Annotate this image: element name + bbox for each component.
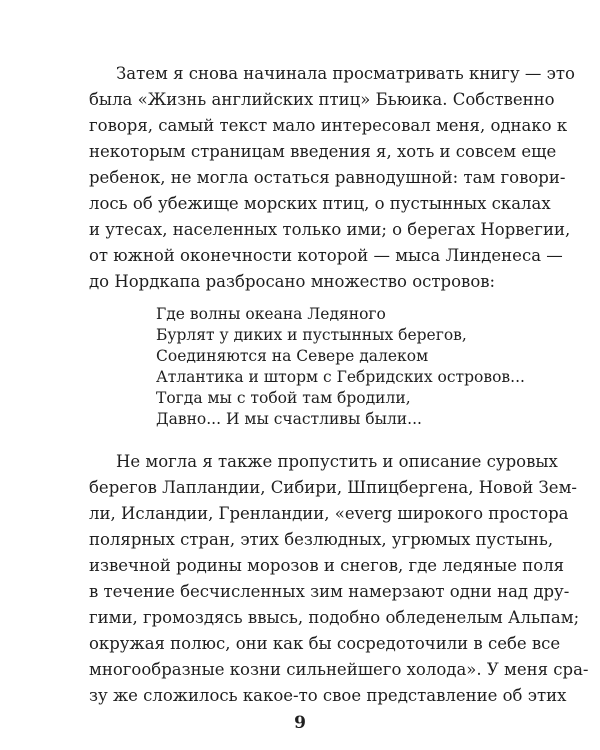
verse-line: Атлантика и шторм с Гебридских островов... [156,368,525,386]
text-line: до Нордкапа разбросано множество островов: [89,272,496,291]
text-line: в течение бесчисленных зим намерзают одни над дру- [89,582,570,601]
text-line: извечной родины морозов и снегов, где ледяные поля [89,556,565,575]
text-line: окружая полюс, они как бы сосредоточили в себе все [89,634,561,653]
page-number: 9 [294,713,306,733]
verse-line: Где волны океана Ледяного [156,305,386,323]
text-line: гими, громоздясь ввысь, подобно обледенелым Альпам; [89,608,580,627]
verse-line: Давно... И мы счастливы были... [156,410,422,428]
text-line: от южной оконечности которой — мыса Линденеса — [89,246,563,265]
text-line: берегов Лапландии, Сибири, Шпицбергена, Новой Зем- [89,478,577,497]
verse-line: Тогда мы с тобой там бродили, [156,389,411,407]
text-line: ребенок, не могла остаться равнодушной: там говори- [89,168,566,187]
text-line: Не могла я также пропустить и описание суровых [116,452,558,471]
text-line: многообразные козни сильнейшего холода». У меня сра- [89,660,589,679]
text-line: говоря, самый текст мало интересовал меня, однако к [89,116,568,135]
text-line: лось об убежище морских птиц, о пустынных скалах [89,194,551,213]
text-line: некоторым страницам введения я, хоть и совсем еще [89,142,557,161]
verse-line: Соединяются на Севере далеком [156,347,429,365]
text-line: была «Жизнь английских птиц» Бьюика. Собственно [89,90,555,109]
text-line: зу же сложилось какое-то свое представление об этих [89,686,567,705]
text-line: ли, Исландии, Гренландии, «everg широкого простора [89,504,569,523]
text-line: и утесах, населенных только ими; о берегах Норвегии, [89,220,571,239]
text-line: Затем я снова начинала просматривать книгу — это [116,64,575,83]
text-line: полярных стран, этих безлюдных, угрюмых пустынь, [89,530,554,549]
verse-line: Бурлят у диких и пустынных берегов, [156,326,467,344]
